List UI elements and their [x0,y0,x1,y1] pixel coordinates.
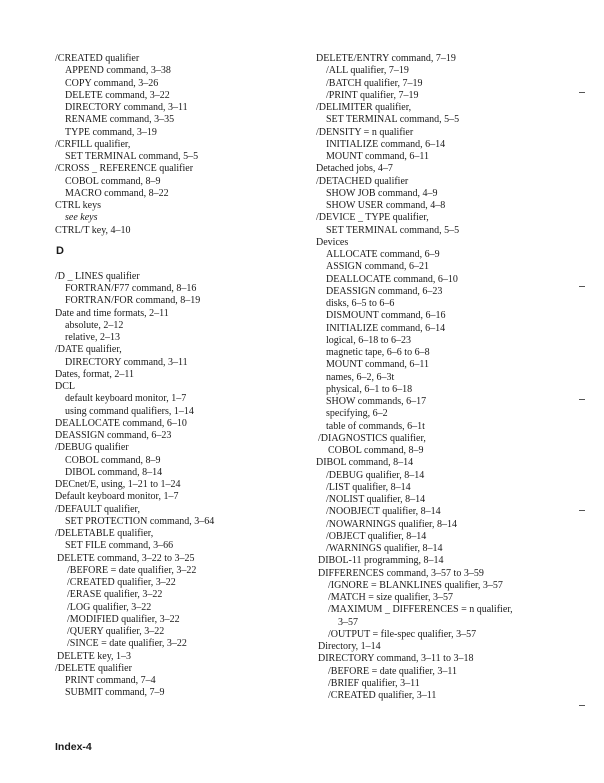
index-entry: /CRFILL qualifier, [55,138,131,150]
index-subentry: /ALL qualifier, 7–19 [326,65,409,77]
index-subentry: DISMOUNT command, 6–16 [326,310,446,322]
index-entry: /CREATED qualifier [55,53,140,64]
index-subentry: DEASSIGN command, 6–23 [326,285,443,297]
index-subentry: FORTRAN/F77 command, 8–16 [65,283,197,294]
index-subentry: using command qualifiers, 1–14 [65,405,194,417]
index-subentry: /OUTPUT = file-spec qualifier, 3–57 [328,628,477,640]
index-subentry: MOUNT command, 6–11 [326,359,430,371]
index-subentry: table of commands, 6–1t [326,420,425,432]
index-subentry: magnetic tape, 6–6 to 6–8 [326,347,430,358]
index-subentry: /PRINT qualifier, 7–19 [326,89,419,101]
index-subentry: TYPE command, 3–19 [65,126,157,138]
index-entry: Default keyboard monitor, 1–7 [55,491,179,503]
index-subentry: /BEFORE = date qualifier, 3–11 [328,665,458,677]
index-subentry: /MATCH = size qualifier, 3–57 [328,592,453,603]
index-entry: /DELIMITER qualifier, [316,102,412,113]
index-column-right [316,53,556,702]
index-subentry: /IGNORE = BLANKLINES qualifier, 3–57 [328,579,503,591]
index-entry: /DELETABLE qualifier, [55,528,154,539]
index-subentry: absolute, 2–12 [65,319,124,331]
index-entry: DELETE/ENTRY command, 7–19 [316,53,456,64]
index-entry: Detached jobs, 4–7 [316,163,393,175]
index-entry: Dates, format, 2–11 [55,368,135,380]
index-entry: /D _ LINES qualifier [55,270,140,282]
index-subentry: DIFFERENCES command, 3–57 to 3–59 [318,567,484,579]
index-subentry: /MAXIMUM _ DIFFERENCES = n qualifier, [328,604,513,616]
index-entry: /DELETE qualifier [55,662,132,674]
index-subentry: SET TERMINAL command, 5–5 [65,151,199,162]
index-subentry: /CREATED qualifier, 3–11 [328,690,437,701]
index-entry: DCL [55,381,75,392]
index-subentry: disks, 6–5 to 6–6 [326,298,395,309]
index-subentry: INITIALIZE command, 6–14 [326,322,446,334]
index-subentry: /SINCE = date qualifier, 3–22 [67,638,187,650]
page-footer-label: Index-4 [55,741,92,753]
margin-mark [579,92,585,93]
index-entry: /DEBUG qualifier [55,442,129,454]
index-subentry: INITIALIZE command, 6–14 [326,138,446,150]
index-subentry: PRINT command, 7–4 [65,675,156,686]
index-entry: DEALLOCATE command, 6–10 [55,417,187,429]
index-subentry: /NOLIST qualifier, 8–14 [326,494,426,505]
index-subentry: DELETE command, 3–22 to 3–25 [57,552,195,564]
index-subentry: /ERASE qualifier, 3–22 [67,589,163,601]
index-subentry: MACRO command, 8–22 [65,187,169,199]
index-subentry: /NOWARNINGS qualifier, 8–14 [326,518,457,530]
index-entry: DEASSIGN command, 6–23 [55,430,172,441]
index-subentry: DIBOL command, 8–14 [65,466,163,478]
index-subentry: APPEND command, 3–38 [65,65,171,77]
index-subentry: ALLOCATE command, 6–9 [326,249,440,260]
index-subentry: COBOL command, 8–9 [65,175,161,187]
index-subentry: names, 6–2, 6–3t [326,371,395,383]
index-subentry: Directory, 1–14 [318,641,381,652]
section-heading: D [56,244,64,257]
index-subentry: /OBJECT qualifier, 8–14 [326,530,427,542]
index-subentry: /MODIFIED qualifier, 3–22 [67,613,180,625]
index-subentry: DELETE key, 1–3 [57,650,132,662]
index-subentry: SET TERMINAL command, 5–5 [326,224,460,236]
index-subentry: COPY command, 3–26 [65,77,159,89]
index-subentry: /QUERY qualifier, 3–22 [67,626,165,637]
index-subentry: 3–57 [338,616,358,628]
margin-mark [579,286,585,287]
index-subentry: /DEBUG qualifier, 8–14 [326,469,425,481]
index-subentry: /LOG qualifier, 3–22 [67,601,152,613]
index-subentry: COBOL command, 8–9 [65,454,161,466]
index-entry: /DENSITY = n qualifier [316,126,414,138]
index-subentry: see keys [65,212,98,224]
index-entry: /DATE qualifier, [55,344,122,356]
index-subentry: DIRECTORY command, 3–11 [65,356,188,368]
index-subentry: MOUNT command, 6–11 [326,151,430,162]
index-subentry: SET PROTECTION command, 3–64 [65,515,215,527]
index-subentry: DIRECTORY command, 3–11 to 3–18 [318,653,474,665]
index-subentry: SHOW JOB command, 4–9 [326,187,438,199]
index-entry: /DEFAULT qualifier, [55,503,140,515]
index-subentry: DEALLOCATE command, 6–10 [326,273,458,285]
index-subentry: /NOOBJECT qualifier, 8–14 [326,506,441,518]
index-entry: DECnet/E, using, 1–21 to 1–24 [55,479,181,490]
index-subentry: default keyboard monitor, 1–7 [65,393,187,405]
index-subentry: SHOW commands, 6–17 [326,396,427,407]
margin-mark [579,399,585,400]
index-subentry: /LIST qualifier, 8–14 [326,481,411,493]
index-subentry: /WARNINGS qualifier, 8–14 [326,543,443,554]
margin-mark [579,510,585,511]
index-subentry: /BATCH qualifier, 7–19 [326,77,423,89]
index-subentry: SET TERMINAL command, 5–5 [326,114,460,126]
index-subentry: ASSIGN command, 6–21 [326,261,430,273]
index-subentry: FORTRAN/FOR command, 8–19 [65,295,201,307]
index-subentry: relative, 2–13 [65,332,120,343]
index-entry: DIBOL command, 8–14 [316,457,414,469]
index-subentry: /BRIEF qualifier, 3–11 [328,677,420,689]
index-subentry: RENAME command, 3–35 [65,114,175,126]
index-subentry: COBOL command, 8–9 [328,445,424,456]
index-entry: Date and time formats, 2–11 [55,307,169,319]
index-entry: /DETACHED qualifier [316,175,409,187]
index-subentry: /DIAGNOSTICS qualifier, [318,432,426,444]
index-subentry: DIRECTORY command, 3–11 [65,102,188,113]
index-entry: CTRL keys [55,200,102,211]
index-subentry: /CREATED qualifier, 3–22 [67,577,176,588]
index-subentry: SUBMIT command, 7–9 [65,687,165,699]
index-entry: /CROSS _ REFERENCE qualifier [55,163,194,175]
index-subentry: physical, 6–1 to 6–18 [326,383,413,395]
index-entry: Devices [316,236,349,248]
index-entry: CTRL/T key, 4–10 [55,224,131,236]
index-subentry: /BEFORE = date qualifier, 3–22 [67,564,197,576]
index-subentry: specifying, 6–2 [326,408,388,420]
index-column-left [55,53,295,700]
margin-mark [579,705,585,706]
index-entry: /DEVICE _ TYPE qualifier, [316,212,429,224]
index-subentry: DELETE command, 3–22 [65,89,170,101]
index-subentry: DIBOL-11 programming, 8–14 [318,555,444,567]
index-subentry: logical, 6–18 to 6–23 [326,334,411,346]
index-subentry: SHOW USER command, 4–8 [326,200,446,211]
index-subentry: SET FILE command, 3–66 [65,540,174,552]
